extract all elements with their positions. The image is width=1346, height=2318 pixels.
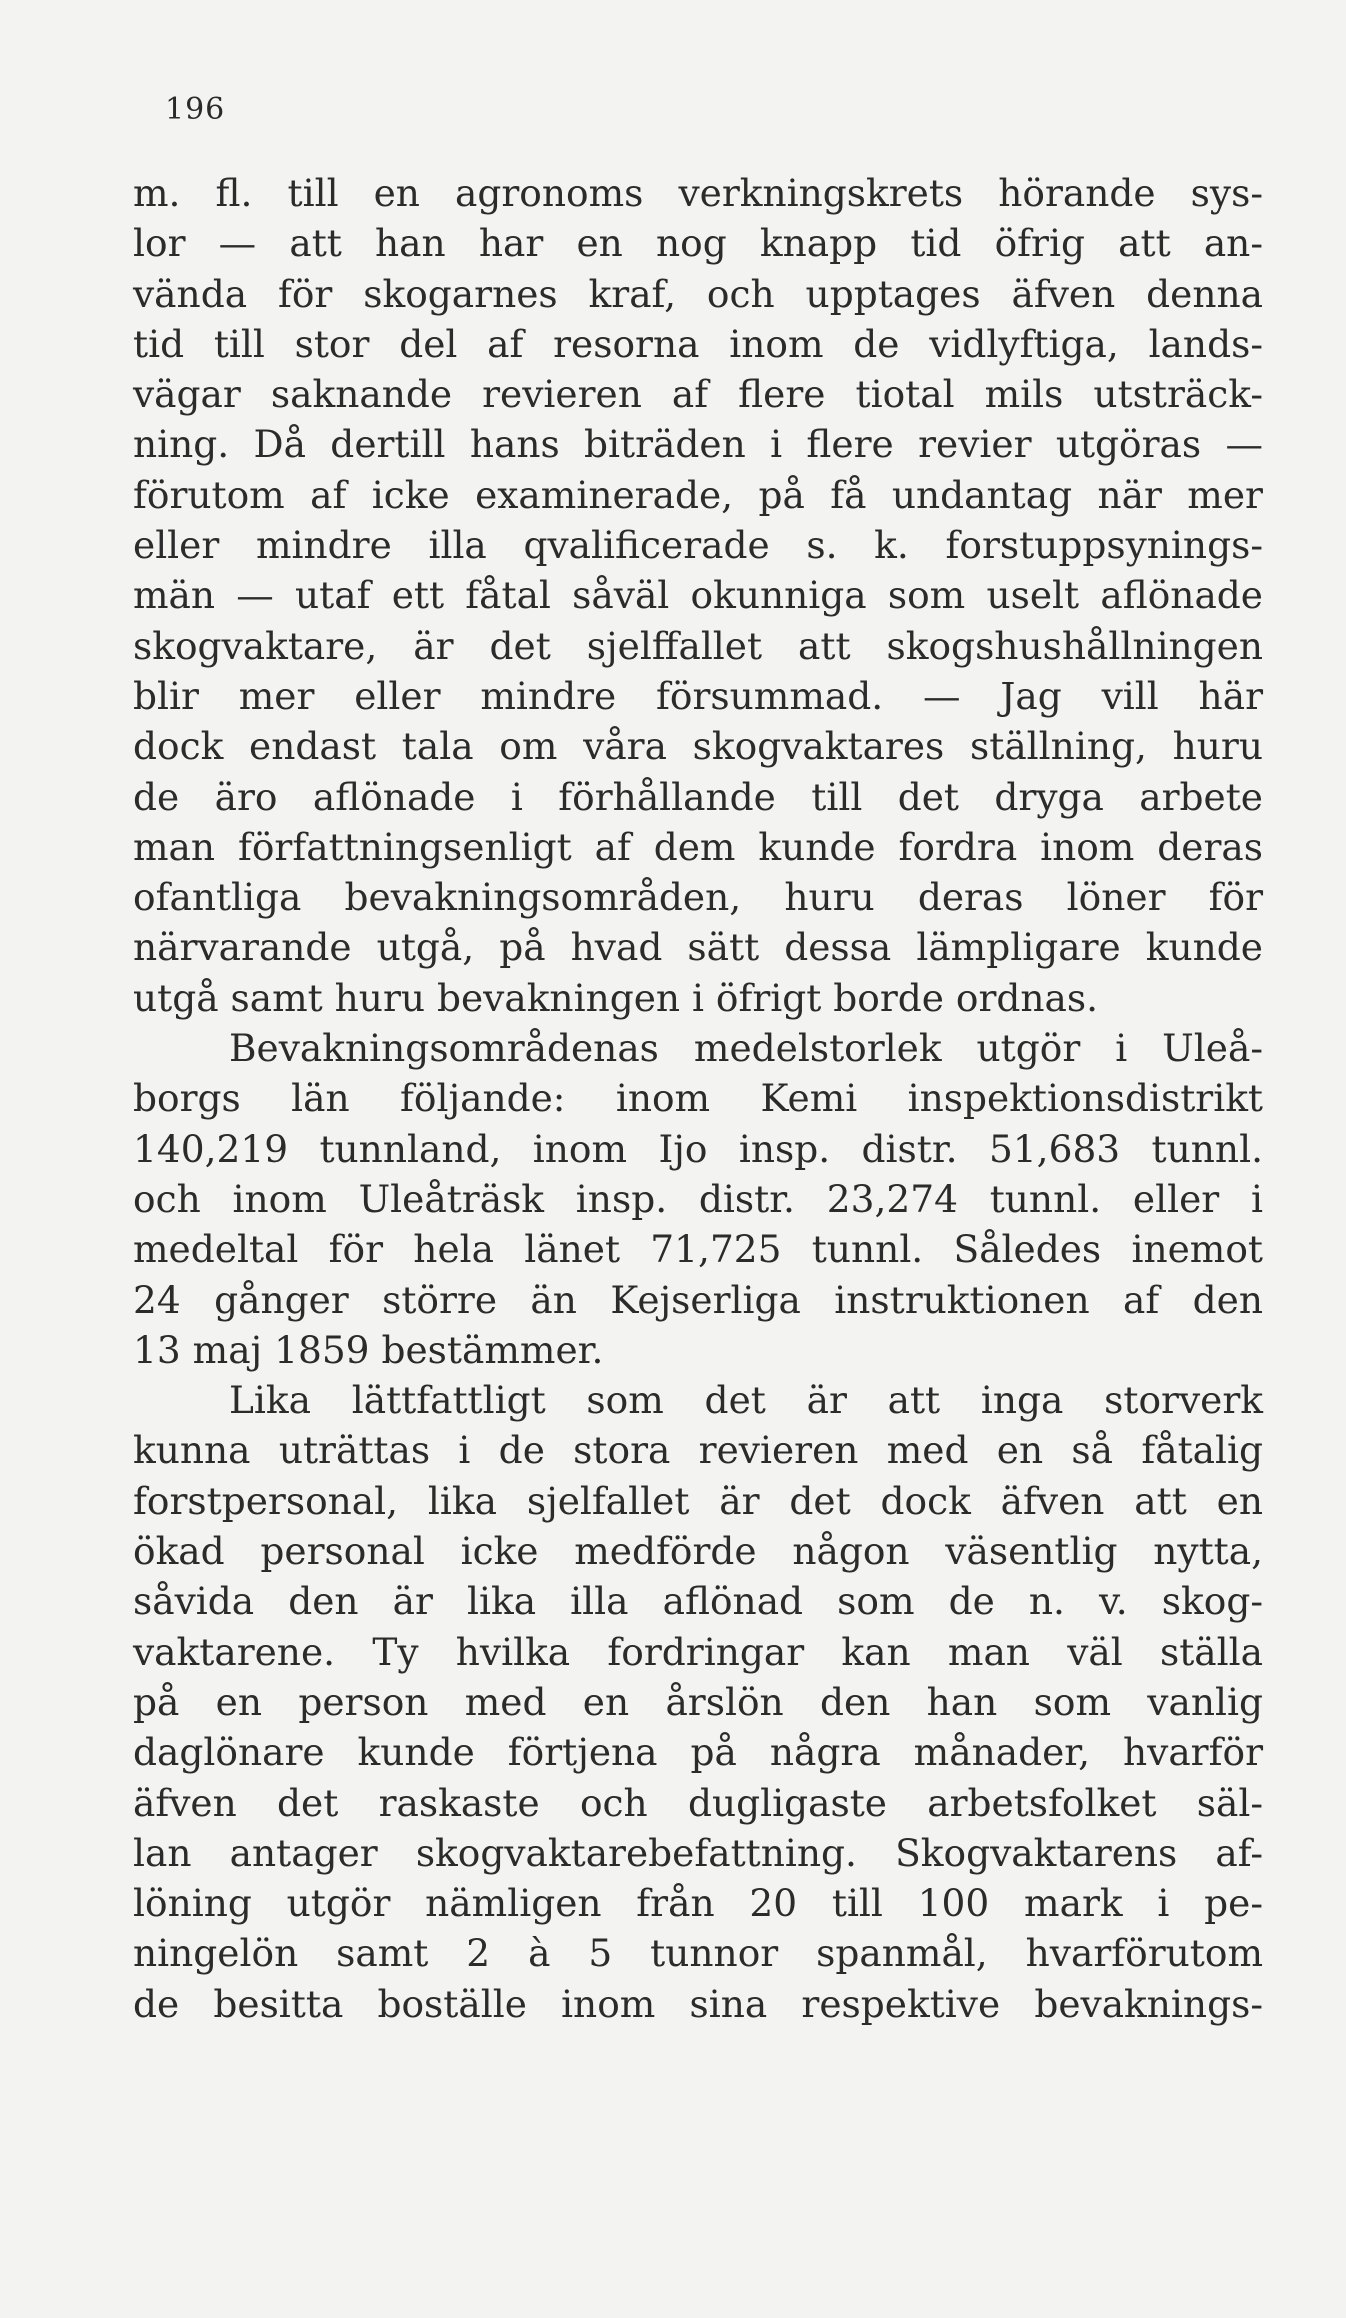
text-line: man författningsenligt af dem kunde fordra inom deras xyxy=(133,824,1263,869)
text-line: 13 maj 1859 bestämmer. xyxy=(133,1327,604,1372)
text-line: 24 gånger större än Kejserliga instruktionen af den xyxy=(133,1277,1263,1322)
text-line: skogvaktare, är det sjelffallet att skogshushållningen xyxy=(133,623,1263,668)
text-line: förutom af icke examinerade, på få undantag när mer xyxy=(133,472,1263,517)
text-line: de besitta boställe inom sina respektive bevaknings- xyxy=(133,1981,1263,2026)
text-line: borgs län följande: inom Kemi inspektionsdistrikt xyxy=(133,1076,1263,1121)
text-line: löning utgör nämligen från 20 till 100 mark i pe- xyxy=(133,1881,1263,1926)
text-line: eller mindre illa qvalificerade s. k. forstuppsynings- xyxy=(133,523,1263,568)
text-line: medeltal för hela länet 71,725 tunnl. Således inemot xyxy=(133,1227,1263,1272)
text-line: 140,219 tunnland, inom Ijo insp. distr. 51,683 tunnl. xyxy=(133,1126,1263,1171)
text-line: vaktarene. Ty hvilka fordringar kan man väl ställa xyxy=(133,1629,1263,1674)
text-line: lan antager skogvaktarebefattning. Skogvaktarens af- xyxy=(133,1830,1263,1875)
text-line: såvida den är lika illa aflönad som de n. v. skog- xyxy=(133,1579,1263,1624)
page-number: 196 xyxy=(165,92,226,127)
text-line: utgå samt huru bevakningen i öfrigt borde ordnas. xyxy=(133,975,1099,1020)
text-line: dock endast tala om våra skogvaktares ställning, huru xyxy=(133,724,1263,769)
text-line: ningelön samt 2 à 5 tunnor spanmål, hvarförutom xyxy=(133,1931,1263,1976)
text-line: Lika lättfattligt som det är att inga storverk xyxy=(229,1378,1263,1423)
text-line: tid till stor del af resorna inom de vidlyftiga, lands- xyxy=(133,321,1263,366)
text-line: vägar saknande revieren af flere tiotal mils utsträck- xyxy=(133,372,1263,417)
text-line: vända för skogarnes kraf, och upptages äfven denna xyxy=(133,271,1263,316)
text-line: på en person med en årslön den han som vanlig xyxy=(133,1679,1263,1724)
text-line: män — utaf ett fåtal såväl okunniga som uselt aflönade xyxy=(133,573,1263,618)
text-line: kunna uträttas i de stora revieren med en så fåtalig xyxy=(133,1428,1263,1473)
text-line: ning. Då dertill hans biträden i flere revier utgöras — xyxy=(133,422,1263,467)
text-line: de äro aflönade i förhållande till det dryga arbete xyxy=(133,774,1263,819)
text-line: äfven det raskaste och dugligaste arbetsfolket säl- xyxy=(133,1780,1263,1825)
text-line: daglönare kunde förtjena på några månader, hvarför xyxy=(133,1730,1263,1775)
text-line: ökad personal icke medförde någon väsentlig nytta, xyxy=(133,1529,1263,1574)
text-line: blir mer eller mindre försummad. — Jag vill här xyxy=(133,673,1263,718)
body-text xyxy=(133,168,1263,2029)
text-line: och inom Uleåträsk insp. distr. 23,274 tunnl. eller i xyxy=(133,1176,1263,1221)
text-line: lor — att han har en nog knapp tid öfrig att an- xyxy=(133,221,1263,266)
text-line: m. fl. till en agronoms verkningskrets hörande sys- xyxy=(133,171,1263,215)
text-line: ofantliga bevakningsområden, huru deras löner för xyxy=(133,875,1263,920)
text-line: närvarande utgå, på hvad sätt dessa lämpligare kunde xyxy=(133,925,1263,970)
text-line: forstpersonal, lika sjelfallet är det dock äfven att en xyxy=(133,1478,1263,1523)
text-line: Bevakningsområdenas medelstorlek utgör i Uleå- xyxy=(229,1026,1263,1071)
